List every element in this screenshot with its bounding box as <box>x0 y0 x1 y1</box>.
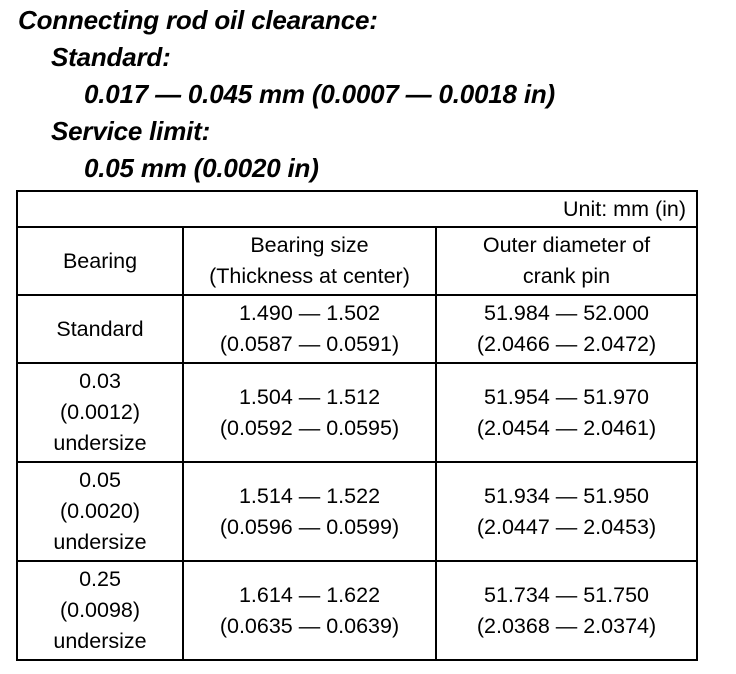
bearing-undersize-in: (0.0012) <box>59 400 141 424</box>
outer-in: (2.0466 — 2.0472) <box>476 332 657 356</box>
header-size-line1: Bearing size <box>250 233 369 257</box>
bearing-size-cell <box>183 295 436 363</box>
standard-value: 0.017 — 0.045 mm (0.0007 — 0.0018 in) <box>84 79 555 109</box>
bearing-cell <box>17 295 183 363</box>
header-outer-line1: Outer diameter of <box>482 233 651 257</box>
outer-mm: 51.734 — 51.750 <box>484 582 649 607</box>
size-in: (0.0592 — 0.0595) <box>219 415 400 440</box>
spec-block <box>18 2 555 187</box>
header-outer-diameter <box>436 227 697 295</box>
bearing-cell <box>17 363 183 462</box>
header-bearing-label: Bearing <box>62 248 138 273</box>
outer-mm: 51.934 — 51.950 <box>484 483 649 508</box>
header-size-line2: (Thickness at center) <box>209 264 410 288</box>
unit-note: Unit: mm (in) <box>17 191 697 227</box>
spec-title: Connecting rod oil clearance: <box>18 5 378 35</box>
bearing-table <box>16 190 698 661</box>
outer-diameter-cell <box>436 295 697 363</box>
bearing-undersize-in: (0.0098) <box>59 598 141 622</box>
bearing-undersize-mm: 0.25 <box>79 567 121 591</box>
service-limit-label: Service limit: <box>51 116 211 146</box>
size-mm: 1.504 — 1.512 <box>238 384 381 409</box>
table-row <box>17 295 697 363</box>
size-mm: 1.490 — 1.502 <box>238 301 381 325</box>
outer-mm: 51.954 — 51.970 <box>484 384 649 409</box>
unit-row <box>17 191 697 227</box>
header-bearing <box>17 227 183 295</box>
outer-in: (2.0447 — 2.0453) <box>476 514 657 539</box>
outer-in: (2.0368 — 2.0374) <box>476 613 657 638</box>
size-mm: 1.614 — 1.622 <box>238 582 381 607</box>
bearing-cell <box>17 462 183 561</box>
bearing-undersize-label: undersize <box>53 431 147 455</box>
size-in: (0.0587 — 0.0591) <box>219 332 400 356</box>
header-bearing-size <box>183 227 436 295</box>
bearing-size-cell <box>183 462 436 561</box>
outer-in: (2.0454 — 2.0461) <box>476 415 657 440</box>
size-in: (0.0635 — 0.0639) <box>219 613 400 638</box>
outer-diameter-cell <box>436 363 697 462</box>
bearing-undersize-mm: 0.05 <box>79 468 121 492</box>
outer-diameter-cell <box>436 462 697 561</box>
header-row <box>17 227 697 295</box>
table-row <box>17 363 697 462</box>
bearing-size-cell <box>183 561 436 660</box>
bearing-label: Standard <box>56 316 144 341</box>
standard-label: Standard: <box>51 42 171 72</box>
bearing-undersize-label: undersize <box>53 629 147 653</box>
outer-mm: 51.984 — 52.000 <box>484 301 649 325</box>
bearing-cell <box>17 561 183 660</box>
table-row <box>17 462 697 561</box>
bearing-size-cell <box>183 363 436 462</box>
size-mm: 1.514 — 1.522 <box>238 483 381 508</box>
size-in: (0.0596 — 0.0599) <box>219 514 400 539</box>
service-limit-value: 0.05 mm (0.0020 in) <box>84 153 319 183</box>
bearing-undersize-mm: 0.03 <box>79 369 121 393</box>
header-outer-line2: crank pin <box>522 264 611 288</box>
bearing-undersize-label: undersize <box>53 530 147 554</box>
outer-diameter-cell <box>436 561 697 660</box>
table-row <box>17 561 697 660</box>
bearing-undersize-in: (0.0020) <box>59 499 141 523</box>
